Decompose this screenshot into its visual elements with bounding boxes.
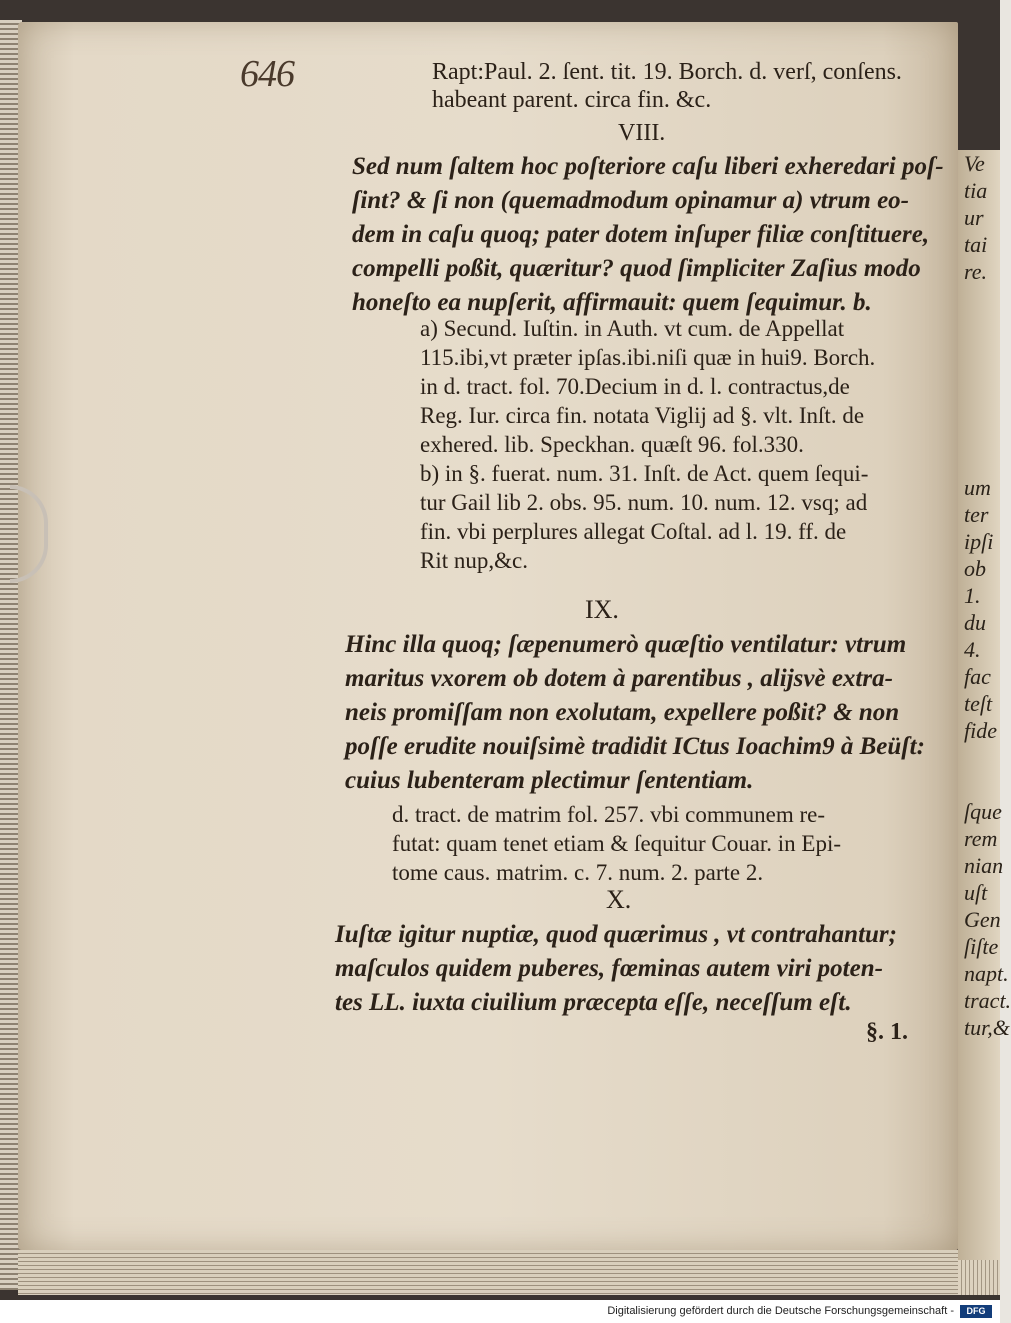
section-body [345,628,925,798]
facing-page-fragment-line [964,420,1000,447]
section-body [335,918,897,1020]
note-line: tur Gail lib 2. obs. 95. num. 10. num. 12. vsq; ad [420,490,868,515]
body-line: Iuſtæ igitur nuptiæ, quod quærimus , vt contrahantur; [335,921,897,948]
facing-page-fragment-line: uſt [964,880,988,905]
section-body [352,150,944,320]
facing-page-fragment-line: teſt [964,691,993,716]
top-line: Rapt:Paul. 2. ſent. tit. 19. Borch. d. verſ, conſens. [432,59,902,85]
facing-page-fragment-line: ipſi [964,529,994,554]
body-line: dem in caſu quoq; pater dotem inſuper filiæ conſtituere, [352,221,930,248]
facing-page-fragment-line [964,312,1000,339]
note-line: in d. tract. fol. 70.Decium in d. l. contractus,de [420,374,850,399]
body-line: Hinc illa quoq; ſæpenumerò quæſtio ventilatur: vtrum [345,631,907,658]
facing-page-fragment-line: ſque [964,799,1002,824]
facing-page-fragment-line: Ve [964,151,985,176]
section-notes [420,314,875,575]
footer-credit: Digitalisierung gefördert durch die Deutsche Forschungsgemeinschaft - [607,1305,954,1317]
catchword: §. 1. [866,1019,908,1045]
top-line: habeant parent. circa fin. &c. [432,87,712,113]
facing-page-fragment-line: ob [964,556,986,581]
facing-page-fragment-line: tur,& [964,1015,1010,1040]
facing-page-fragment-line: Gen [964,907,1001,932]
facing-page-fragment-line: ur [964,205,984,230]
note-line: fin. vbi perplures allegat Coſtal. ad l. 19. ff. de [420,519,847,544]
facing-page-fragment-line: tract. [964,988,1011,1013]
handwritten-page-number: 646 [240,53,294,95]
facing-page-fragment-line: rem [964,826,998,851]
facing-page-fragment-line [964,744,1000,771]
facing-page-fragment-line: 1. [964,583,981,608]
body-line: compelli poßit, quæritur? quod ſimpliciter Zaſius modo [352,255,921,282]
body-line: cuius lubenteram plectimur ſententiam. [345,767,754,794]
section-notes [392,800,841,887]
facing-page-fragment-line: tai [964,232,988,257]
section-heading: VIII. [618,120,666,146]
facing-page-fragment-line: fac [964,664,991,689]
facing-page-fragment-line: um [964,475,991,500]
facing-page-fragment-line: napt. [964,961,1009,986]
facing-page-fragment [958,150,1011,1260]
section-heading: IX. [585,595,619,624]
note-line: b) in §. fuerat. num. 31. Inſt. de Act. quem ſequi- [420,461,869,486]
facing-page-fragment-line [964,447,1000,474]
body-line: maſculos quidem puberes, fœminas autem viri poten- [335,955,883,982]
section-heading: X. [606,885,632,914]
note-line: tome caus. matrim. c. 7. num. 2. parte 2. [392,860,764,885]
note-line: Reg. Iur. circa fin. notata Viglij ad §. vlt. Inſt. de [420,403,865,428]
facing-page-fragment-line [964,339,1000,366]
facing-page-fragment-line: tia [964,178,988,203]
top-citation [432,58,902,114]
note-line: exhered. lib. Speckhan. quæſt 96. fol.330. [420,432,804,457]
body-line: Sed num ſaltem hoc poſteriore caſu liberi exheredari poſ- [352,153,944,180]
facing-page-fragment-line: nian [964,853,1004,878]
facing-page-fragment-line: re. [964,259,988,284]
facing-page-fragment-line: fide [964,718,997,743]
footer-bar [0,1300,1000,1323]
body-line: neis promiſſam non exolutam, expellere poßit? & non [345,699,900,726]
body-line: maritus vxorem ob dotem à parentibus , aliјsvè extra- [345,665,893,692]
body-line: tes LL. iuxta ciuilium præcepta eſſe, neceſſum eſt. [335,989,852,1016]
body-line: ſint? & ſi non (quemadmodum opinamur a) vtrum eo- [352,187,910,214]
facing-page-fragment-line [964,771,1000,798]
note-line: a) Secund. Iuſtin. in Auth. vt cum. de Appellat [420,316,845,341]
facing-page-fragment-line: ſiſte [964,934,999,959]
facing-page-fragment-line: 4. [964,637,981,662]
note-line: 115.ibi,vt præter ipſas.ibi.niſi quæ in hui9. Borch. [420,345,876,370]
facing-page-fragment-line [964,393,1000,420]
note-line: futat: quam tenet etiam & ſequitur Couar. in Epi- [392,831,842,856]
facing-page-fragment-line: du [964,610,986,635]
facing-page-fragment-line [964,366,1000,393]
note-line: Rit nup,&c. [420,548,528,573]
facing-page-fragment-line [964,285,1000,312]
facing-page-fragment-line: ter [964,502,989,527]
note-line: d. tract. de matrim fol. 257. vbi communem re- [392,802,826,827]
body-line: poſſe erudite nouiſsimè tradidit ICtus Ioachim9 à Beüſt: [345,733,925,760]
page-bottom-edges [18,1250,958,1295]
dfg-logo: DFG [960,1305,992,1318]
body-line: honeſto ea nupſerit, affirmauit: quem ſequimur. b. [352,289,872,316]
